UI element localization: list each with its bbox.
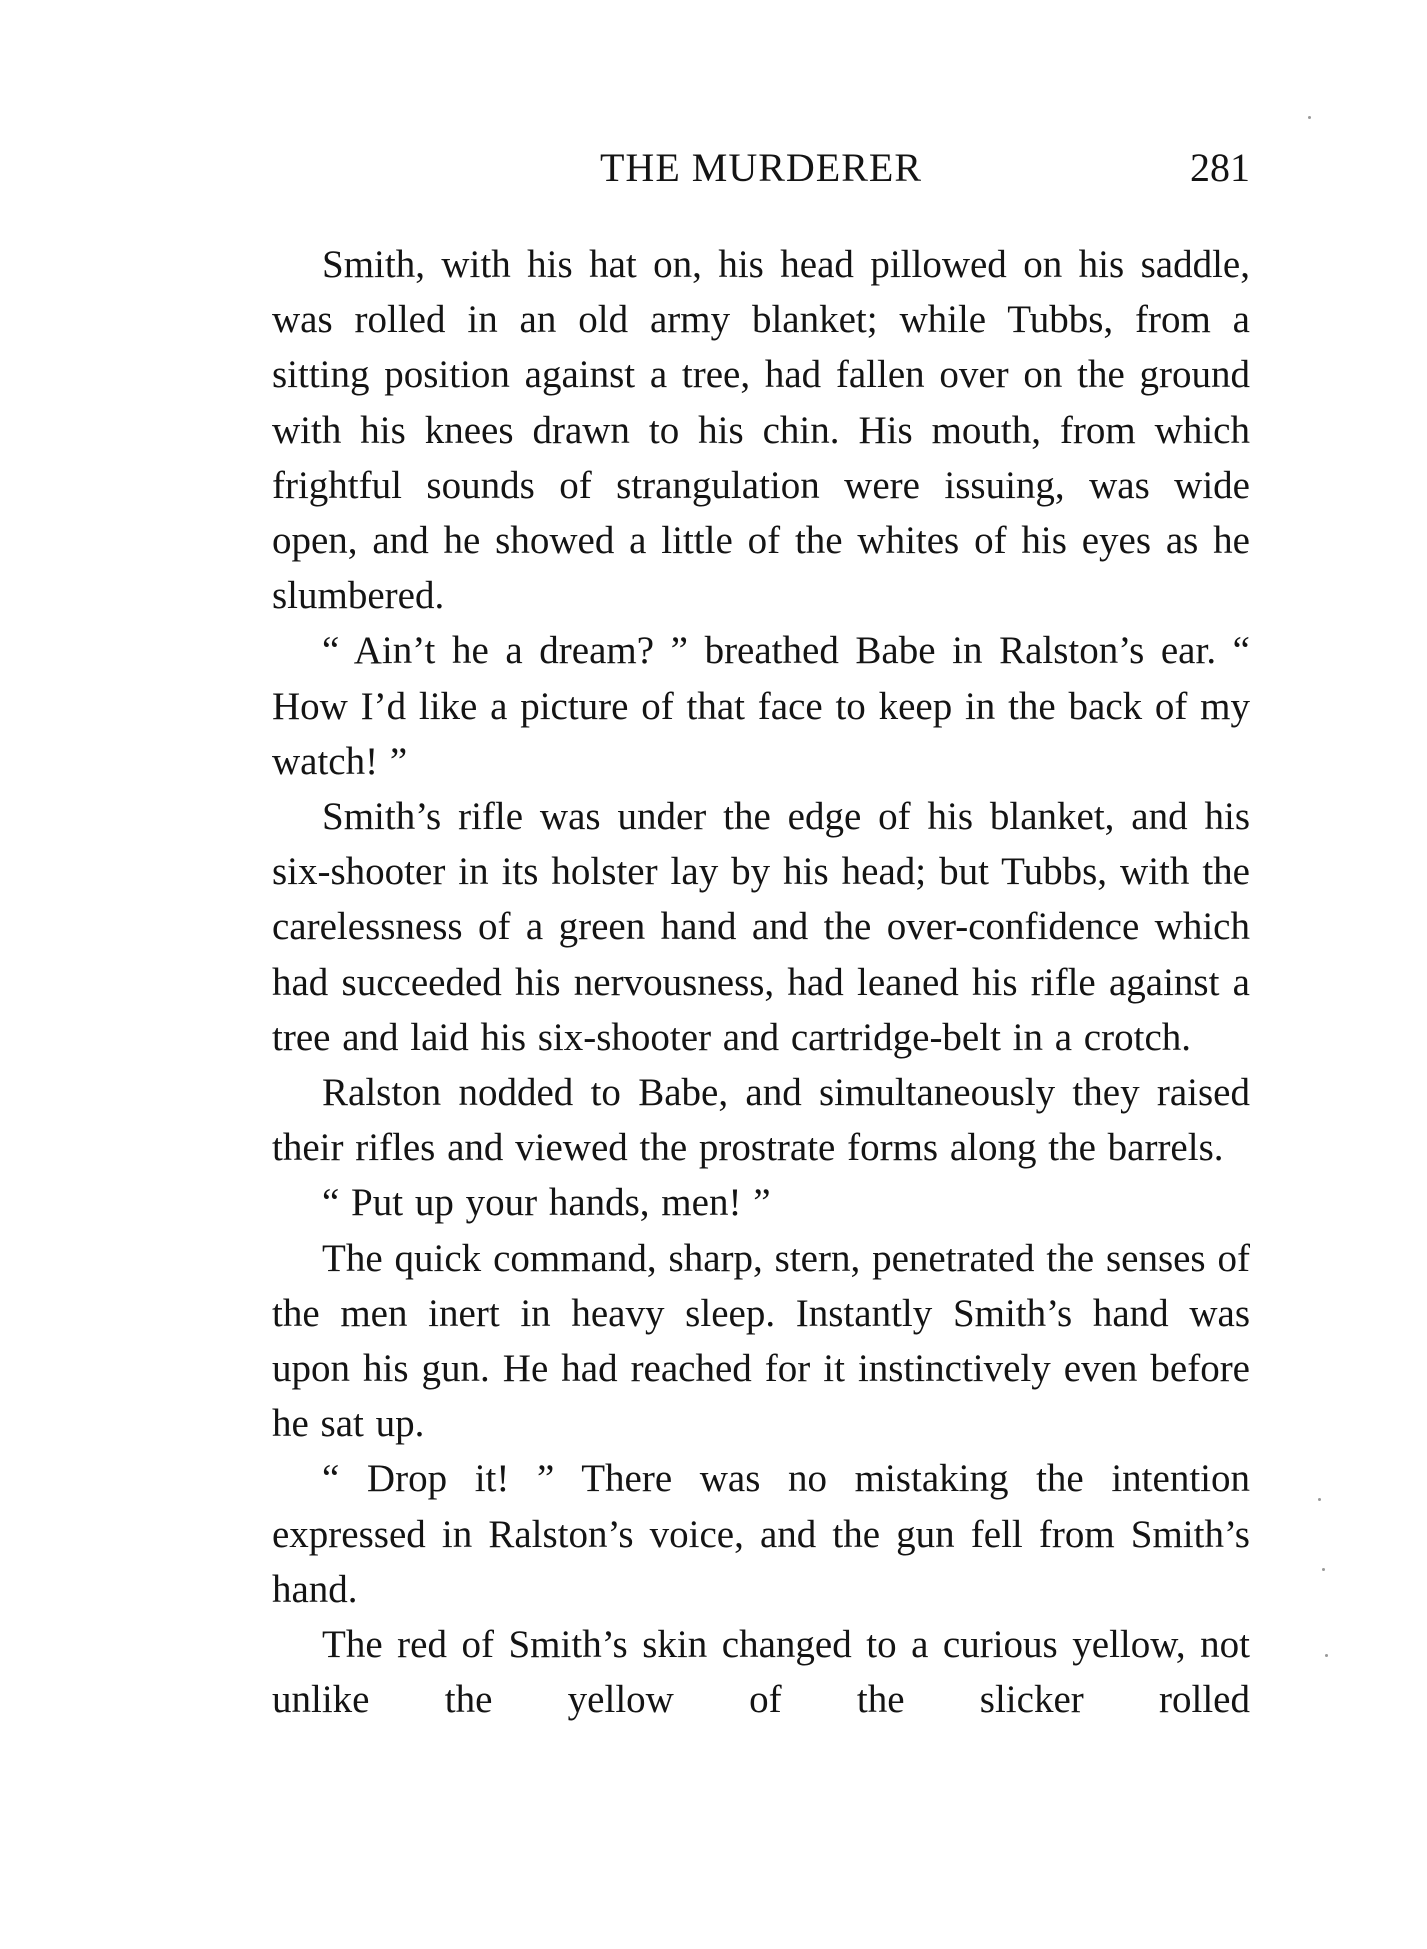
body-text bbox=[272, 237, 1250, 1727]
paragraph: Smith, with his hat on, his head pillowed on his saddle, was rolled in an old army blanket; while Tubbs, from a sitting position against a tree, had fallen over on the ground with his knees drawn to his chin. His mouth, from which frightful sounds of strangulation were issuing, was wide open, and he showed a little of the whites of his eyes as he slumbered. bbox=[272, 243, 1250, 618]
paragraph: “ Put up your hands, men! ” bbox=[322, 1181, 771, 1225]
page-header bbox=[272, 140, 1250, 196]
scan-speck bbox=[1325, 1654, 1328, 1657]
running-title: THE MURDERER bbox=[600, 145, 922, 190]
scan-speck bbox=[1322, 1568, 1325, 1571]
scan-speck bbox=[1318, 1498, 1321, 1501]
paragraph: Smith’s rifle was under the edge of his blanket, and his six-shooter in its holster lay by his head; but Tubbs, with the carelessness of a green hand and the over-confidence which had succeeded his nervousness, had leaned his rifle against a tree and laid his six-shooter and cartridge-belt in a crotch. bbox=[272, 795, 1250, 1059]
scan-speck bbox=[1308, 116, 1311, 119]
paragraph: The quick command, sharp, stern, penetrated the senses of the men inert in heavy sleep. Instantly Smith’s hand was upon his gun. He had reached for it instinctively even before he sat up. bbox=[272, 1236, 1250, 1446]
paragraph: The red of Smith’s skin changed to a curious yellow, not unlike the yellow of the slicker rolled bbox=[272, 1623, 1250, 1722]
page-number: 281 bbox=[1190, 145, 1250, 190]
paragraph: “ Ain’t he a dream? ” breathed Babe in Ralston’s ear. “ How I’d like a picture of that face to keep in the back of my watch! ” bbox=[272, 629, 1250, 783]
paragraph: Ralston nodded to Babe, and simultaneously they raised their rifles and viewed the prostrate forms along the barrels. bbox=[272, 1071, 1250, 1170]
paragraph: “ Drop it! ” There was no mistaking the intention expressed in Ralston’s voice, and the gun fell from Smith’s hand. bbox=[272, 1457, 1250, 1611]
